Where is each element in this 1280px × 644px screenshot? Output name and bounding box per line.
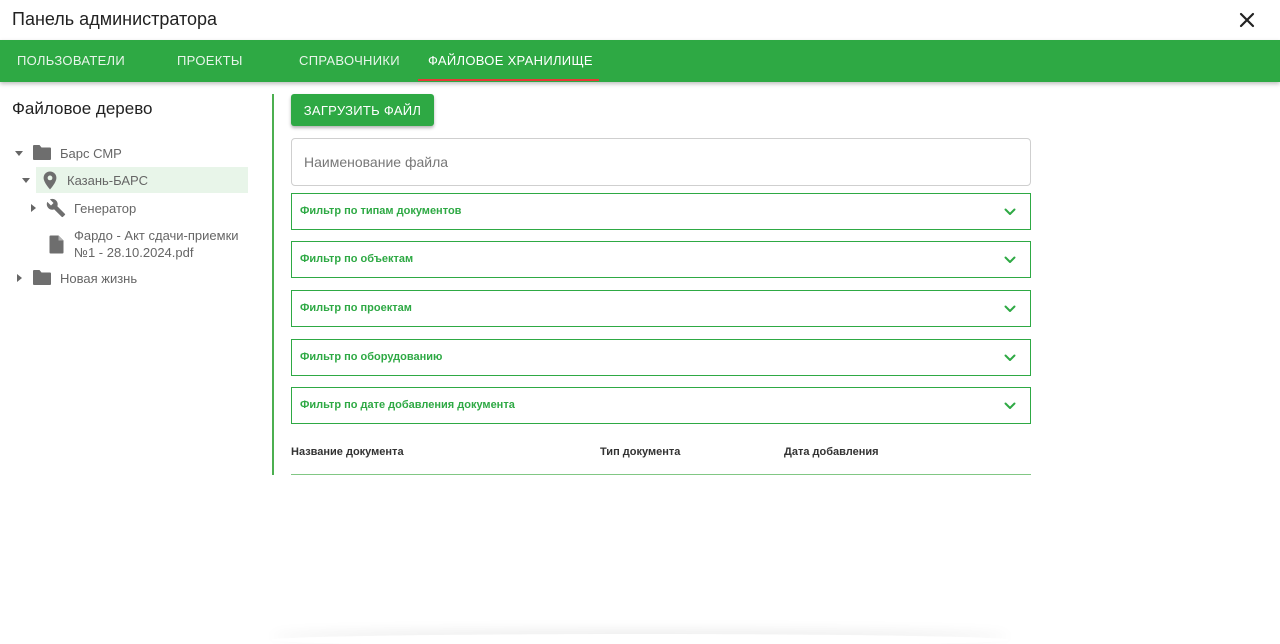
folder-icon bbox=[32, 269, 52, 286]
tree-item-label bbox=[74, 227, 239, 261]
filter-document-types[interactable] bbox=[291, 193, 1031, 230]
close-icon[interactable] bbox=[1235, 8, 1259, 32]
tree-item-generator[interactable] bbox=[28, 195, 248, 221]
tree-item-label: Казань-БАРС bbox=[67, 173, 148, 188]
chevron-down-icon[interactable] bbox=[1003, 351, 1017, 365]
tab-users[interactable]: ПОЛЬЗОВАТЕЛИ bbox=[17, 53, 126, 68]
main-nav bbox=[0, 40, 1280, 82]
tab-references[interactable]: СПРАВОЧНИКИ bbox=[299, 53, 400, 68]
wrench-icon bbox=[46, 198, 66, 218]
chevron-down-icon[interactable] bbox=[1003, 399, 1017, 413]
close-button[interactable] bbox=[1235, 8, 1259, 32]
expand-caret-icon[interactable] bbox=[31, 204, 36, 212]
filter-label: Фильтр по оборудованию bbox=[300, 351, 443, 363]
tab-projects[interactable]: ПРОЕКТЫ bbox=[177, 53, 243, 68]
filter-label: Фильтр по типам документов bbox=[300, 205, 462, 217]
chevron-down-icon[interactable] bbox=[1003, 205, 1017, 219]
tree-item-kazan-bars[interactable] bbox=[36, 167, 248, 193]
window-title: Панель администратора bbox=[12, 9, 218, 29]
file-icon bbox=[49, 235, 64, 254]
sidebar-title: Файловое дерево bbox=[12, 99, 153, 118]
folder-icon bbox=[32, 144, 52, 161]
tree-item-fardo-act-pdf[interactable] bbox=[44, 227, 248, 263]
expand-caret-icon[interactable] bbox=[15, 151, 23, 156]
bottom-shadow bbox=[270, 634, 1010, 644]
expand-caret-icon[interactable] bbox=[22, 178, 30, 183]
tree-item-label: Барс СМР bbox=[60, 146, 122, 161]
tree-item-label-line2: №1 - 28.10.2024.pdf bbox=[74, 245, 194, 260]
filter-equipment[interactable] bbox=[291, 339, 1031, 376]
location-pin-icon bbox=[43, 171, 57, 190]
column-header-document-type[interactable]: Тип документа bbox=[600, 446, 681, 458]
filter-label: Фильтр по объектам bbox=[300, 253, 414, 265]
column-header-date-added[interactable]: Дата добавления bbox=[784, 446, 879, 458]
filename-search-input[interactable] bbox=[291, 138, 1031, 186]
upload-file-button[interactable]: ЗАГРУЗИТЬ ФАЙЛ bbox=[291, 94, 434, 126]
table-header-divider bbox=[291, 474, 1031, 475]
tab-file-storage[interactable]: ФАЙЛОВОЕ ХРАНИЛИЩЕ bbox=[428, 53, 593, 68]
tree-item-novaya-zhizn[interactable] bbox=[12, 265, 248, 291]
column-header-document-name[interactable]: Название документа bbox=[291, 446, 404, 458]
filter-projects[interactable] bbox=[291, 290, 1031, 327]
expand-caret-icon[interactable] bbox=[17, 274, 22, 282]
filter-label: Фильтр по проектам bbox=[300, 302, 412, 314]
tree-item-label-line1: Фардо - Акт сдачи-приемки bbox=[74, 228, 239, 243]
tree-item-label: Новая жизнь bbox=[60, 271, 138, 286]
filter-objects[interactable] bbox=[291, 241, 1031, 278]
tree-item-label: Генератор bbox=[74, 201, 137, 216]
chevron-down-icon[interactable] bbox=[1003, 253, 1017, 267]
chevron-down-icon[interactable] bbox=[1003, 302, 1017, 316]
tree-item-bars-smr[interactable] bbox=[12, 140, 248, 166]
sidebar-divider bbox=[272, 94, 274, 475]
title-bar bbox=[0, 0, 1280, 40]
filter-label: Фильтр по дате добавления документа bbox=[300, 399, 515, 411]
filter-date-added[interactable] bbox=[291, 387, 1031, 424]
active-tab-indicator bbox=[418, 79, 599, 81]
